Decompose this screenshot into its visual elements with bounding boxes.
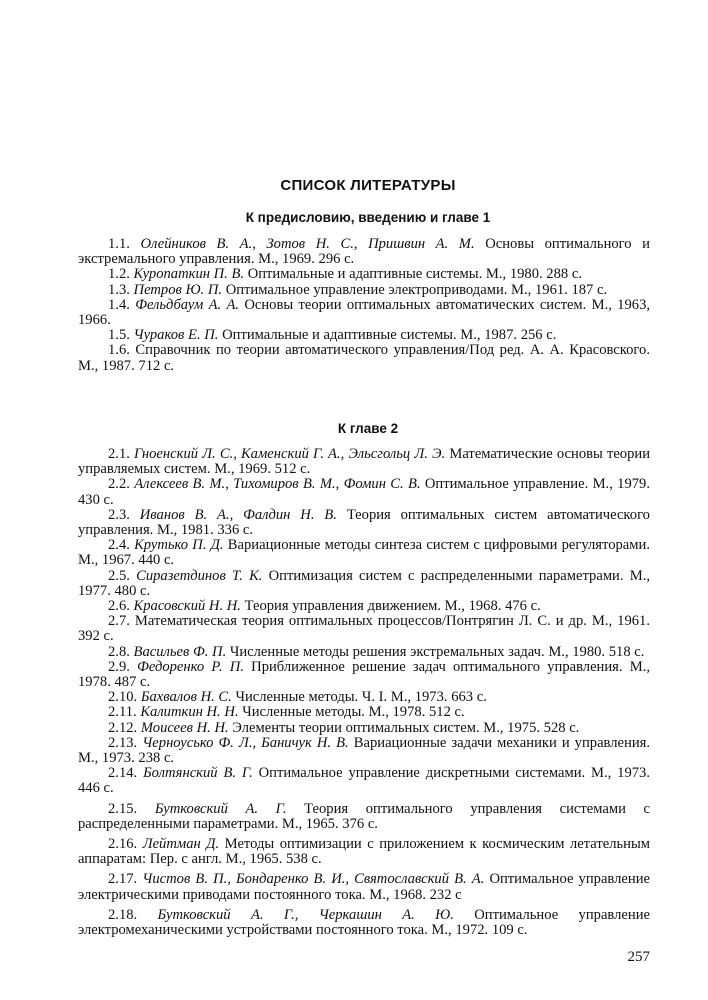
reference-entry [78,328,650,343]
reference-text: Методы оптимизации с приложением к космическим летательным аппаратам: Пер. с англ. М., 1965. 538 с. [78,836,650,868]
reference-number: 2.12. [108,719,138,736]
reference-authors: Черноусько Ф. Л., Баничук Н. В. [142,734,349,751]
reference-number: 1.3. [108,281,130,298]
reference-number: 2.18. [108,906,138,923]
reference-number: 2.7. [108,613,130,630]
reference-authors: Алексеев В. М., Тихомиров В. М., Фомин С. В. [134,476,421,493]
reference-text: Оптимальное управление электрическими приводами постоянного тока. М., 1968. 232 с [78,871,650,903]
reference-entry [78,766,650,796]
reference-text: Приближенное решение задач оптимального управления. М., 1978. 487 с. [78,658,651,691]
reference-authors: Красовский Н. Н. [133,598,241,615]
reference-entry [78,298,650,328]
reference-number: 2.16. [108,836,138,853]
reference-authors: Сиразетдинов Т. К. [136,567,263,584]
reference-authors: Чистов В. П., Бондаренко В. И., Святославский В. А. [142,871,485,888]
reference-number: 2.10. [108,689,138,706]
reference-entry [78,736,650,766]
reference-entry [78,599,650,614]
reference-number: 2.3. [108,506,130,523]
reference-list-chapter-1 [78,237,650,374]
reference-authors: Гноенский Л. С., Каменский Г. А., Эльсгольц Л. Э. [134,446,446,462]
reference-entry [78,447,650,477]
reference-entry [78,837,650,867]
reference-entry [78,872,650,902]
reference-text: Оптимальные и адаптивные системы. М., 1980. 288 с. [247,266,582,283]
section-heading-chapter-2: К главе 2 [337,421,399,436]
reference-text: Оптимальное управление электроприводами. М., 1961. 187 с. [225,281,608,298]
reference-authors: Иванов В. А., Фалдин Н. В. [139,506,337,523]
reference-authors: Бахвалов Н. С. [140,689,232,706]
reference-number: 2.13. [108,734,138,751]
reference-entry [78,267,650,282]
reference-text: Теория оптимального управления системами с распределенными параметрами. М., 1965. 376 с. [78,800,650,832]
reference-text: Теория управления движением. М., 1968. 476 с. [244,598,541,615]
reference-number: 1.4. [108,296,130,313]
reference-text: Математическая теория оптимальных процессов/Понтрягин Л. С. и др. М., 1961. 392 с. [78,613,650,645]
reference-number: 2.1. [108,446,130,462]
reference-entry [78,508,650,538]
reference-number: 2.4. [108,537,130,554]
reference-entry [78,237,650,267]
reference-authors: Моисеев Н. Н. [140,719,229,736]
reference-entry [78,721,650,736]
reference-text: Вариационные методы синтеза систем с цифровыми регуляторами. М., 1967. 440 с. [78,537,650,569]
reference-entry [78,538,650,568]
reference-entry [78,283,650,298]
reference-text: Вариационные задачи механики и управления. М., 1973. 238 с. [78,734,650,767]
reference-text: Элементы теории оптимальных систем. М., 1975. 528 с. [232,719,580,736]
reference-authors: Бутковский А. Г. [154,800,287,817]
reference-entry [78,569,650,599]
reference-text: Оптимальное управление дискретными системами. М., 1973. 446 с. [78,765,650,797]
reference-authors: Фельдбаум А. А. [135,296,240,313]
reference-authors: Лейтман Д. [142,836,220,853]
reference-text: Оптимальные и адаптивные системы. М., 1987. 256 с. [222,327,557,344]
reference-entry [78,705,650,720]
reference-text: Численные методы. М., 1978. 512 с. [242,704,465,721]
reference-authors: Федоренко Р. П. [137,658,244,675]
reference-authors: Петров Ю. П. [133,281,223,298]
reference-number: 2.8. [108,643,130,660]
reference-list-chapter-2 [78,447,650,938]
reference-number: 2.5. [108,567,130,584]
reference-number: 2.11. [108,704,137,721]
reference-entry [78,908,650,938]
reference-number: 1.6. [108,342,130,359]
reference-authors: Васильев Ф. П. [133,643,227,660]
reference-entry [78,660,650,690]
reference-text: Оптимальное управление электромеханическими устройствами постоянного тока. М., 1972. 109 с. [78,906,650,939]
reference-authors: Олейников В. А., Зотов Н. С., Пришвин А. М. [140,236,475,252]
reference-authors: Крутько П. Д. [134,537,224,554]
reference-entry [78,343,650,373]
reference-number: 1.5. [108,327,130,344]
reference-text: Оптимизация систем с распределенными параметрами. М., 1977. 480 с. [78,567,650,599]
reference-text: Оптимальное управление. М., 1979. 430 с. [78,476,650,508]
reference-entry [78,690,650,705]
reference-text: Справочник по теории автоматического управления/Под ред. А. А. Красовского. М., 1987. 712 с. [78,342,650,374]
section-heading-intro: К предисловию, введению и главе 1 [245,210,491,225]
page-title: СПИСОК ЛИТЕРАТУРЫ [280,177,456,194]
reference-authors: Куропаткин П. В. [133,266,245,283]
reference-entry [78,614,650,644]
reference-number: 1.1. [108,236,130,252]
reference-authors: Калиткин Н. Н. [140,704,239,721]
reference-number: 2.15. [108,800,138,817]
reference-text: Основы оптимального и экстремального управления. М., 1969. 296 с. [78,236,650,268]
reference-entry [78,645,650,660]
reference-entry [78,477,650,507]
reference-number: 2.6. [108,598,130,615]
reference-authors: Чураков Е. П. [133,327,219,344]
reference-text: Математические основы теории управляемых систем. М., 1969. 512 с. [78,446,651,478]
page-number: 257 [627,949,650,965]
reference-number: 2.9. [108,658,130,675]
reference-number: 2.14. [108,765,138,782]
reference-entry [78,802,650,832]
reference-authors: Бутковский А. Г., Черкашин А. Ю. [157,906,454,923]
reference-text: Численные методы решения экстремальных задач. М., 1980. 518 с. [229,643,645,660]
reference-authors: Болтянский В. Г. [143,765,253,782]
reference-number: 2.17. [108,871,138,888]
reference-number: 1.2. [108,266,130,283]
reference-number: 2.2. [108,476,130,493]
reference-text: Основы теории оптимальных автоматических систем. М., 1963, 1966. [78,296,651,329]
reference-text: Численные методы. Ч. I. М., 1973. 663 с. [235,689,487,706]
reference-text: Теория оптимальных систем автоматического управления. М., 1981. 336 с. [78,506,650,539]
